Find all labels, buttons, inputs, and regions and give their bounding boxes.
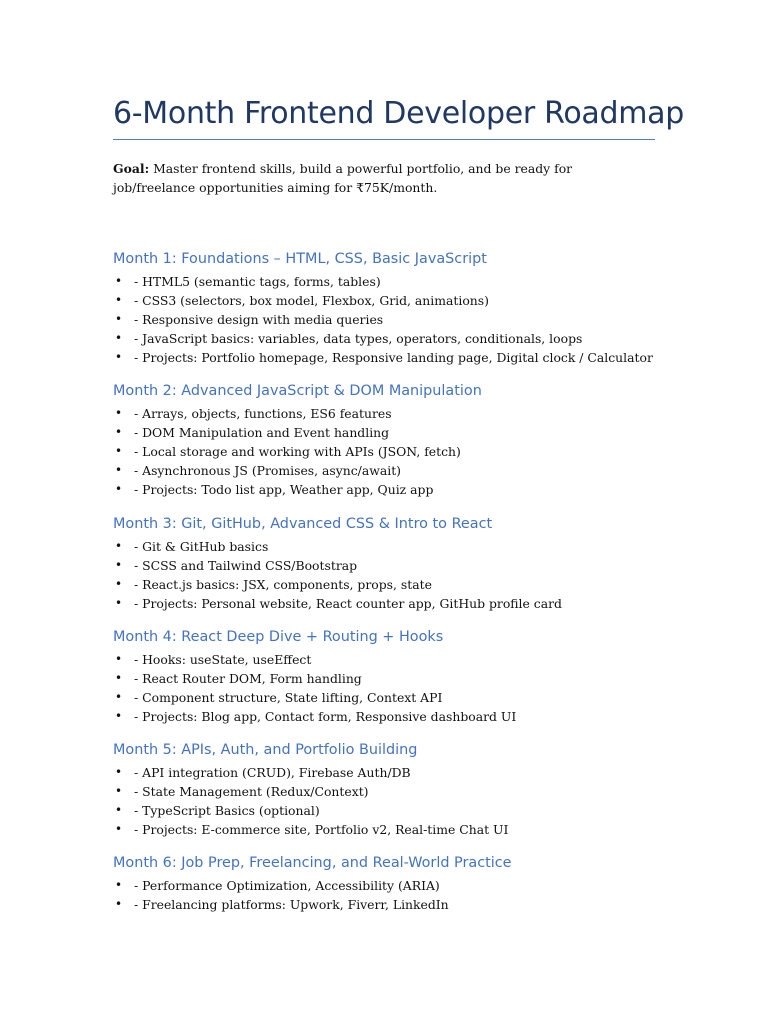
list-item-text: - Git & GitHub basics [134,539,269,554]
bullet-icon: • [115,822,123,837]
bullet-icon: • [115,539,123,553]
section-heading: Month 5: APIs, Auth, and Portfolio Building [113,742,418,758]
list-item [113,348,693,367]
list-item-text: - Projects: Portfolio homepage, Responsive landing page, Digital clock / Calculator [134,350,653,366]
bullet-list [113,650,693,726]
list-item-text: - API integration (CRUD), Firebase Auth/DB [134,765,411,780]
list-item-text: - State Management (Redux/Context) [134,784,369,800]
list-item [113,876,693,895]
list-item-text: - Asynchronous JS (Promises, async/await) [134,463,402,479]
list-item-text: - Freelancing platforms: Upwork, Fiverr, LinkedIn [134,897,449,913]
section-heading: Month 1: Foundations – HTML, CSS, Basic JavaScript [113,251,487,267]
section-heading: Month 6: Job Prep, Freelancing, and Real-World Practice [113,855,512,871]
list-item-text: - Performance Optimization, Accessibility (ARIA) [134,878,440,893]
list-item-text: - JavaScript basics: variables, data types, operators, conditionals, loops [134,331,583,347]
list-item-text: - Component structure, State lifting, Context API [134,690,443,706]
list-item [113,423,693,442]
list-item-text: - Projects: Personal website, React counter app, GitHub profile card [134,596,562,612]
bullet-icon: • [115,765,123,779]
bullet-icon: • [115,425,123,440]
list-item [113,707,693,726]
list-item [113,669,693,688]
list-item [113,575,693,594]
list-item [113,801,693,820]
bullet-icon: • [115,331,123,346]
list-item [113,650,693,669]
bullet-icon: • [115,652,123,666]
section-month-6 [113,853,693,914]
bullet-list [113,876,693,914]
list-item [113,291,693,310]
bullet-icon: • [115,558,123,573]
section-heading: Month 2: Advanced JavaScript & DOM Manipulation [113,383,482,399]
goal-paragraph [113,159,653,197]
list-item-text: - Projects: E-commerce site, Portfolio v2, Real-time Chat UI [134,822,509,838]
bullet-icon: • [115,690,123,705]
bullet-icon: • [115,293,123,308]
list-item-text: - Responsive design with media queries [134,312,384,328]
document-title: 6-Month Frontend Developer Roadmap [113,96,684,131]
title-underline [113,139,655,140]
list-item-text: - Hooks: useState, useEffect [134,652,312,667]
bullet-icon: • [115,577,123,592]
goal-text: Master frontend skills, build a powerful portfolio, and be ready for job/freelance opportunities aiming for ₹75K/month. [113,161,573,195]
list-item-text: - Arrays, objects, functions, ES6 features [134,406,392,421]
bullet-icon: • [115,596,123,611]
section-heading: Month 3: Git, GitHub, Advanced CSS & Intro to React [113,516,493,532]
list-item [113,895,693,914]
list-item [113,272,693,291]
list-item [113,763,693,782]
bullet-icon: • [115,312,123,327]
list-item-text: - Local storage and working with APIs (JSON, fetch) [134,444,461,460]
bullet-icon: • [115,671,123,686]
section-month-4 [113,627,693,726]
bullet-icon: • [115,709,123,724]
list-item-text: - Projects: Blog app, Contact form, Responsive dashboard UI [134,709,517,725]
list-item [113,556,693,575]
list-item-text: - SCSS and Tailwind CSS/Bootstrap [134,558,358,574]
list-item [113,480,693,499]
list-item-text: - React.js basics: JSX, components, props, state [134,577,432,593]
bullet-icon: • [115,350,123,365]
section-month-3 [113,514,693,613]
list-item [113,820,693,839]
bullet-list [113,272,693,367]
list-item-text: - React Router DOM, Form handling [134,671,362,687]
list-item [113,537,693,556]
bullet-icon: • [115,784,123,799]
list-item [113,782,693,801]
list-item-text: - HTML5 (semantic tags, forms, tables) [134,274,381,289]
section-month-2 [113,381,693,499]
bullet-icon: • [115,897,123,912]
bullet-icon: • [115,803,123,818]
bullet-icon: • [115,444,123,459]
list-item-text: - CSS3 (selectors, box model, Flexbox, Grid, animations) [134,293,489,309]
goal-label: Goal: [113,161,150,176]
section-heading: Month 4: React Deep Dive + Routing + Hooks [113,629,444,645]
bullet-icon: • [115,406,123,420]
bullet-icon: • [115,878,123,892]
list-item [113,310,693,329]
list-item-text: - Projects: Todo list app, Weather app, Quiz app [134,482,434,498]
list-item-text: - DOM Manipulation and Event handling [134,425,390,441]
bullet-list [113,537,693,613]
section-month-5 [113,740,693,839]
bullet-icon: • [115,463,123,478]
list-item [113,594,693,613]
bullet-icon: • [115,482,123,497]
bullet-icon: • [115,274,123,288]
list-item-text: - TypeScript Basics (optional) [134,803,320,819]
section-month-1 [113,249,693,367]
list-item [113,688,693,707]
list-item [113,404,693,423]
list-item [113,461,693,480]
bullet-list [113,404,693,499]
list-item [113,442,693,461]
list-item [113,329,693,348]
bullet-list [113,763,693,839]
